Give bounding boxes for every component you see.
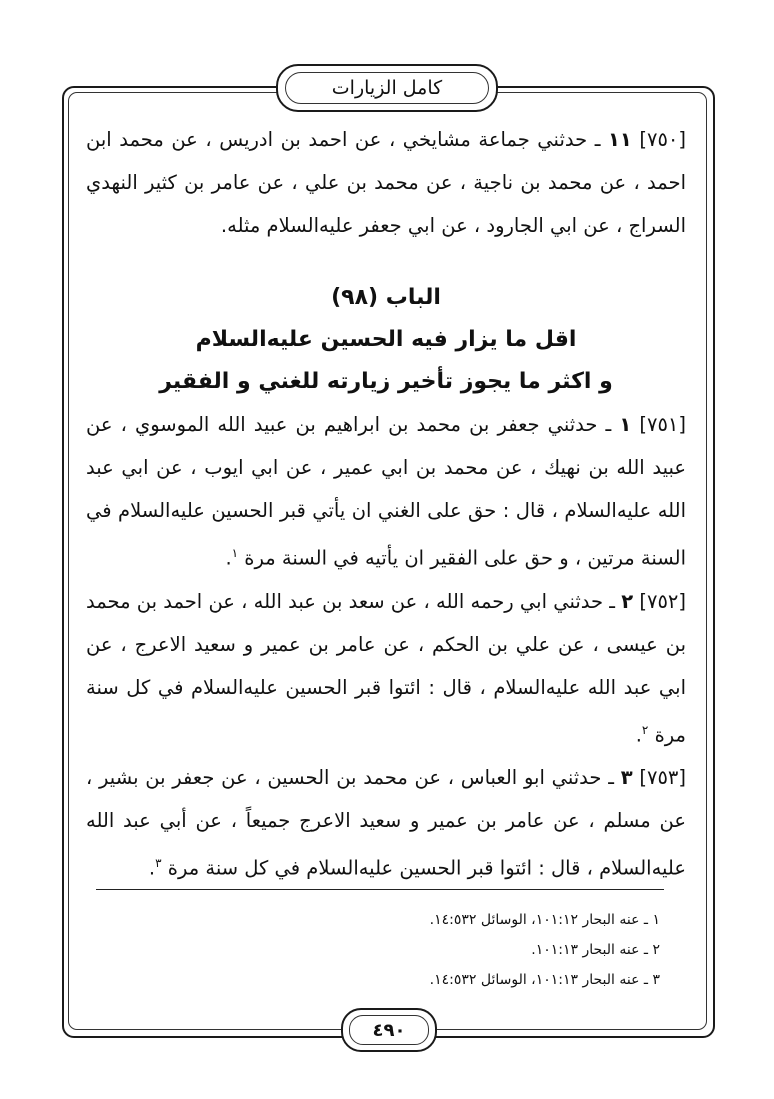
footnote-2: ٢ ـ عنه البحار ١٠١:١٣. bbox=[531, 942, 660, 958]
book-title: كامل الزيارات bbox=[285, 72, 489, 104]
hadith-number: ٣ bbox=[620, 766, 633, 789]
chapter-heading bbox=[86, 277, 686, 403]
hadith-750 bbox=[86, 118, 686, 247]
hadith-number: ١١ bbox=[608, 128, 632, 151]
hadith-753: [٧٥٣] ٣ ـ حدثني ابو العباس ، عن محمد بن الحسين ، عن جعفر بن بشير ، عن مسلم ، عن عامر بن عمير و سعيد الاعرج جميعاً ، عن أبي عبد الله عليه‌السلام ، قال : ائتوا قبر الحسين عليه‌السلام في كل سنة مرة $^٣$. bbox=[86, 766, 687, 880]
hadith-text: ـ حدثني ابو العباس ، عن محمد بن الحسين ، عن جعفر بن بشير ، عن مسلم ، عن عامر بن عمير و سعيد الاعرج جميعاً ، عن أبي عبد الله عليه‌السلام ، قال : ائتوا قبر الحسين عليه‌السلام في كل سنة مرة bbox=[86, 766, 686, 880]
footnote-ref[interactable]: ١ bbox=[231, 546, 239, 560]
footnote-3: ٣ ـ عنه البحار ١٠١:١٣، الوسائل ١٤:٥٣٢. bbox=[429, 972, 660, 988]
hadith-752: [٧٥٢] ٢ ـ حدثني ابي رحمه الله ، عن سعد بن عبد الله ، عن احمد بن محمد بن عيسى ، عن علي بن الحكم ، عن عامر بن عمير و سعيد الاعرج ، عن ابي عبد الله عليه‌السلام ، قال : ائتوا قبر الحسين عليه‌السلام في كل سنة مرة $^٢$. bbox=[86, 589, 686, 746]
hadith-text: ـ حدثني جعفر بن محمد بن ابراهيم بن عبيد الله الموسوي ، عن عبيد الله بن نهيك ، عن محمد بن ابي عمير ، عن ابي ايوب ، عن ابي عبد الله عليه‌السلام ، قال : حق على الغني ان يأتي قبر الحسين عليه‌السلام في السنة مرتين ، و حق على الفقير ان يأتيه في السنة مرة bbox=[86, 413, 686, 570]
footnote-divider bbox=[96, 889, 664, 890]
footnote-ref[interactable]: ٣ bbox=[155, 856, 162, 870]
footnote-1: ١ ـ عنه البحار ١٠١:١٢، الوسائل ١٤:٥٣٢. bbox=[429, 912, 660, 928]
page-number-badge bbox=[341, 1008, 437, 1052]
hadith-id: [٧٥٢] bbox=[639, 589, 686, 613]
running-header bbox=[276, 64, 498, 112]
page-number: ٤٩٠ bbox=[349, 1015, 429, 1045]
hadith-id: [٧٥٠] bbox=[639, 128, 687, 151]
main-text bbox=[86, 118, 686, 890]
footnotes bbox=[320, 905, 660, 995]
chapter-number: الباب (٩٨) bbox=[331, 285, 441, 310]
hadith-text: ـ حدثني جماعة مشايخي ، عن احمد بن ادريس ، عن محمد ابن احمد ، عن محمد بن ناجية ، عن محمد بن علي ، عن عامر بن كثير النهدي السراج ، عن ابي الجارود ، عن ابي جعفر عليه‌السلام مثله. bbox=[86, 128, 686, 237]
hadith-text: ـ حدثني ابي رحمه الله ، عن سعد بن عبد الله ، عن احمد بن محمد بن عيسى ، عن علي بن الحكم ، عن عامر بن عمير و سعيد الاعرج ، عن ابي عبد الله عليه‌السلام ، قال : ائتوا قبر الحسين عليه‌السلام في كل سنة مرة bbox=[86, 589, 686, 746]
hadith-id: [٧٥٣] bbox=[639, 766, 687, 789]
footnote-ref[interactable]: ٢ bbox=[641, 722, 649, 737]
hadith-number: ١ bbox=[619, 413, 632, 436]
hadith-id: [٧٥١] bbox=[639, 413, 687, 436]
chapter-title-line-2: و اكثر ما يجوز تأخير زيارته للغني و الفقير bbox=[159, 369, 613, 394]
chapter-title-line-1: اقل ما يزار فيه الحسين عليه‌السلام bbox=[195, 327, 577, 352]
hadith-751: [٧٥١] ١ ـ حدثني جعفر بن محمد بن ابراهيم بن عبيد الله الموسوي ، عن عبيد الله بن نهيك ، عن محمد بن ابي عمير ، عن ابي ايوب ، عن ابي عبد الله عليه‌السلام ، قال : حق على الغني ان يأتي قبر الحسين عليه‌السلام في السنة مرتين ، و حق على الفقير ان يأتيه في السنة مرة $^١$. bbox=[86, 413, 687, 570]
hadith-number: ٢ bbox=[621, 589, 634, 613]
